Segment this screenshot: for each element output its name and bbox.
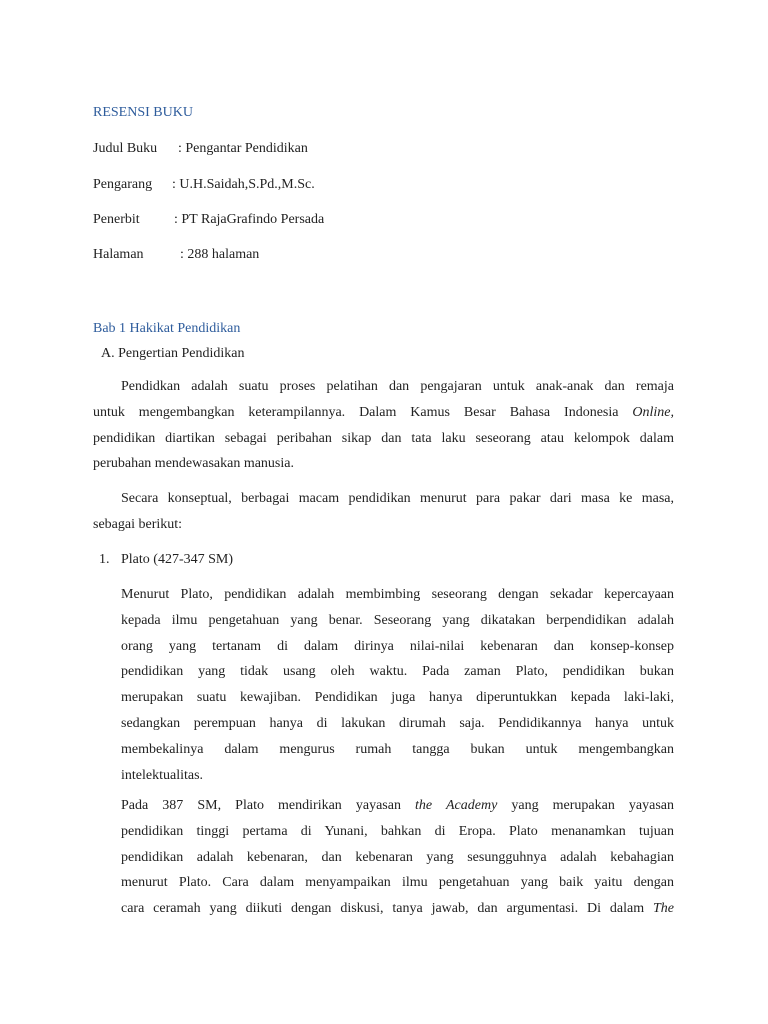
paragraph-line: Secara konseptual, berbagai macam pendidikan menurut para pakar dari masa ke masa,	[121, 491, 674, 506]
paragraph-definition	[93, 374, 674, 477]
text-run: Pada 387 SM, Plato mendirikan yayasan	[121, 798, 416, 813]
text-run: cara ceramah yang diikuti dengan diskusi, tanya jawab, dan argumentasi. Di dalam	[121, 901, 653, 917]
meta-label-title: Judul Buku	[93, 141, 158, 156]
paragraph-line: merupakan suatu kewajiban. Pendidikan juga hanya diperuntukkan kepada laki-laki,	[121, 690, 674, 706]
document-title: RESENSI BUKU	[93, 105, 193, 120]
italic-term: The	[653, 901, 674, 917]
list-item-title: Plato (427-347 SM)	[121, 552, 233, 567]
section-heading: A. Pengertian Pendidikan	[101, 346, 245, 361]
paragraph-line: sebagai berikut:	[93, 516, 183, 532]
paragraph-line: menurut Plato. Cara dalam menyampaikan ilmu pengetahuan yang baik yaitu dengan	[121, 875, 674, 891]
paragraph-line: pendidikan adalah kebenaran, dan kebenaran yang sesungguhnya adalah kebahagian	[121, 849, 674, 865]
paragraph-plato-definition	[121, 582, 674, 788]
paragraph-line: pendidikan diartikan sebagai peribahan sikap dan tata laku seseorang atau kelompok dalam	[93, 430, 674, 446]
italic-term: Online,	[632, 404, 674, 420]
paragraph-concept	[93, 486, 674, 538]
meta-value-author: : U.H.Saidah,S.Pd.,M.Sc.	[172, 177, 315, 192]
chapter-heading: Bab 1 Hakikat Pendidikan	[93, 321, 241, 336]
paragraph-plato-academy	[121, 793, 674, 922]
paragraph-line: pendidikan yang tidak usang oleh waktu. Pada zaman Plato, pendidikan bukan	[121, 664, 674, 680]
paragraph-line: pendidikan tinggi pertama di Yunani, bahkan di Eropa. Plato menanamkan tujuan	[121, 823, 674, 839]
paragraph-line: membekalinya dalam mengurus rumah tangga bukan untuk mengembangkan	[121, 741, 674, 757]
text-run: yang merupakan yayasan	[497, 798, 675, 813]
list-item-number: 1.	[99, 552, 110, 567]
meta-value-publisher: : PT RajaGrafindo Persada	[174, 212, 325, 227]
meta-value-pages: : 288 halaman	[180, 247, 260, 262]
paragraph-line: kepada ilmu pengetahuan yang benar. Seseorang yang dikatakan berpendidikan adalah	[121, 612, 674, 628]
paragraph-line: Menurut Plato, pendidikan adalah membimbing seseorang dengan sekadar kepercayaan	[121, 587, 674, 602]
paragraph-line: intelektualitas.	[121, 767, 204, 783]
paragraph-line: perubahan mendewasakan manusia.	[93, 456, 294, 472]
paragraph-line	[121, 896, 674, 922]
meta-label-publisher: Penerbit	[93, 212, 140, 227]
meta-label-author: Pengarang	[93, 177, 153, 192]
paragraph-line	[93, 400, 674, 426]
meta-label-pages: Halaman	[93, 247, 144, 262]
text-run: untuk mengembangkan keterampilannya. Dalam Kamus Besar Bahasa Indonesia	[93, 404, 633, 420]
paragraph-line: sedangkan perempuan hanya di lakukan dirumah saja. Pendidikannya hanya untuk	[121, 715, 674, 731]
italic-term: the Academy	[415, 798, 498, 813]
paragraph-line: Pendidkan adalah suatu proses pelatihan dan pengajaran untuk anak-anak dan remaja	[121, 379, 674, 394]
paragraph-line: orang yang tertanam di dalam dirinya nilai-nilai kebenaran dan konsep-konsep	[121, 638, 674, 654]
paragraph-line	[121, 793, 674, 819]
meta-value-title: : Pengantar Pendidikan	[178, 141, 308, 156]
